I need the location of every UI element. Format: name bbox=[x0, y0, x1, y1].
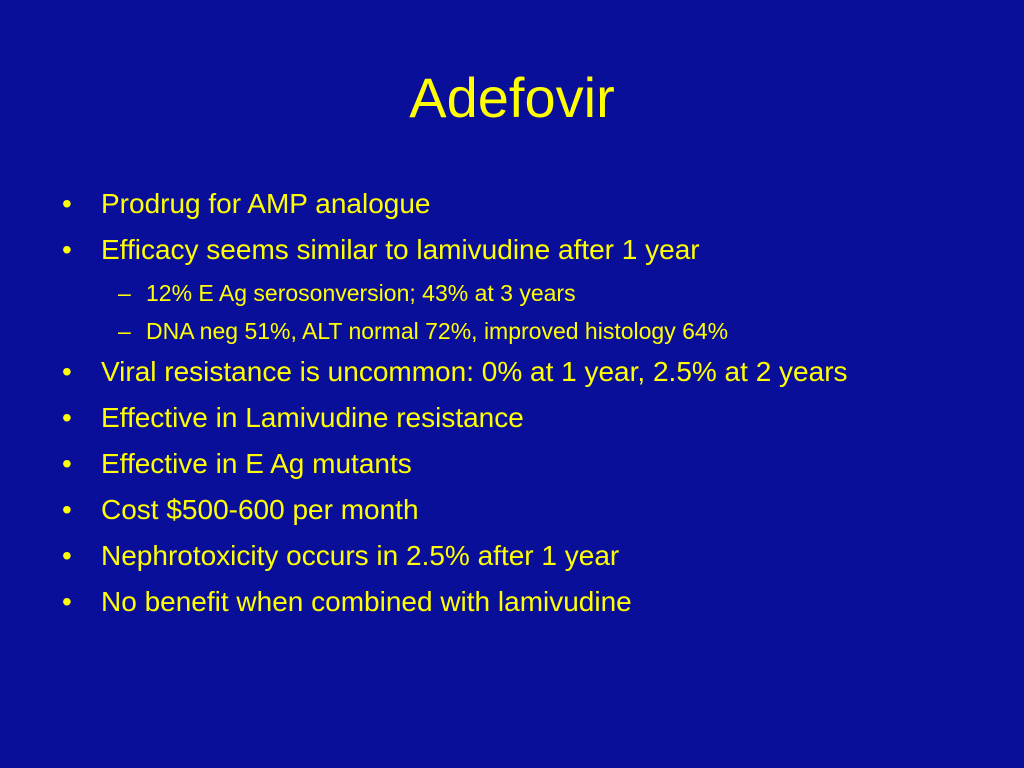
bullet-marker: • bbox=[62, 540, 72, 571]
bullet-marker: • bbox=[62, 586, 72, 617]
sub-bullet-marker: – bbox=[118, 280, 131, 306]
bullet-marker: • bbox=[62, 402, 72, 433]
bullet-text: Nephrotoxicity occurs in 2.5% after 1 year bbox=[101, 540, 620, 571]
sub-bullet-text: 12% E Ag serosonversion; 43% at 3 years bbox=[146, 280, 576, 306]
bullet-marker: • bbox=[62, 356, 72, 387]
bullet-marker: • bbox=[62, 494, 72, 525]
sub-bullet-item-dna bbox=[118, 316, 962, 346]
sub-bullet-item-serosonversion bbox=[118, 278, 962, 308]
bullet-text: Prodrug for AMP analogue bbox=[101, 188, 431, 219]
bullet-item-viral-resistance bbox=[62, 354, 962, 390]
bullet-marker: • bbox=[62, 188, 72, 219]
bullet-item-e-ag-mutants bbox=[62, 446, 962, 482]
bullet-text: Viral resistance is uncommon: 0% at 1 year, 2.5% at 2 years bbox=[101, 356, 848, 387]
sub-bullet-text: DNA neg 51%, ALT normal 72%, improved histology 64% bbox=[146, 318, 729, 344]
bullet-list bbox=[62, 186, 962, 630]
bullet-item-nephrotoxicity bbox=[62, 538, 962, 574]
slide-title: Adefovir bbox=[409, 66, 615, 129]
bullet-item-cost bbox=[62, 492, 962, 528]
bullet-item-no-benefit bbox=[62, 584, 962, 620]
bullet-text: Cost $500-600 per month bbox=[101, 494, 419, 525]
bullet-item-lamivudine-resistance bbox=[62, 400, 962, 436]
bullet-item-efficacy bbox=[62, 232, 962, 268]
bullet-item-prodrug bbox=[62, 186, 962, 222]
bullet-text: Efficacy seems similar to lamivudine after 1 year bbox=[101, 234, 700, 265]
bullet-text: Effective in Lamivudine resistance bbox=[101, 402, 524, 433]
bullet-marker: • bbox=[62, 234, 72, 265]
bullet-text: Effective in E Ag mutants bbox=[101, 448, 412, 479]
sub-bullet-marker: – bbox=[118, 318, 131, 344]
bullet-text: No benefit when combined with lamivudine bbox=[101, 586, 632, 617]
bullet-marker: • bbox=[62, 448, 72, 479]
